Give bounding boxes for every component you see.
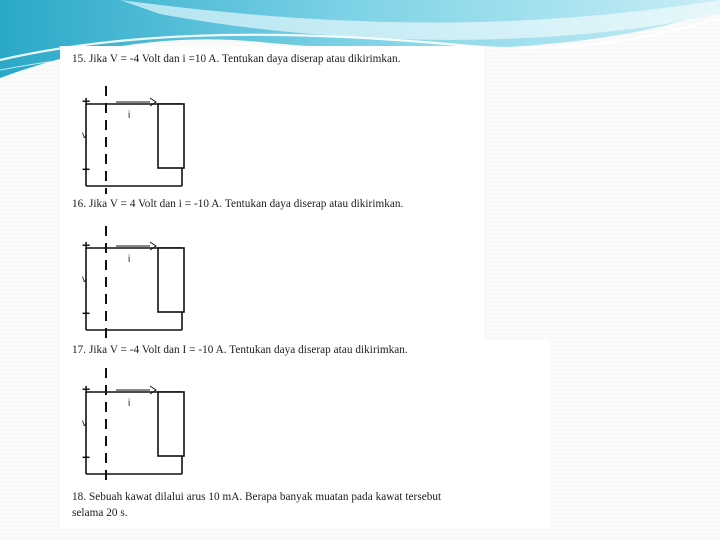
- circuit-diagram-17: [72, 364, 192, 484]
- current-label: i: [128, 110, 131, 121]
- plus-terminal: +: [82, 237, 91, 253]
- voltage-label: v: [82, 130, 87, 141]
- problem-18-text: [72, 489, 532, 521]
- problem-18-line2: selama 20 s.: [72, 507, 128, 519]
- voltage-label: v: [82, 418, 87, 429]
- problem-15-text: 15. Jika V = -4 Volt dan i =10 A. Tentukan daya diserap atau dikirimkan.: [72, 53, 401, 65]
- plus-terminal: +: [82, 381, 91, 397]
- voltage-label: v: [82, 274, 87, 285]
- problem-16-text: 16. Jika V = 4 Volt dan i = -10 A. Tentukan daya diserap atau dikirimkan.: [72, 198, 404, 210]
- minus-terminal: −: [82, 305, 91, 321]
- problem-17-text: 17. Jika V = -4 Volt dan I = -10 A. Tentukan daya diserap atau dikirimkan.: [72, 344, 408, 356]
- current-label: i: [128, 254, 131, 265]
- circuit-diagram-16: [72, 220, 192, 340]
- current-label: i: [128, 398, 131, 409]
- problem-18-line1: 18. Sebuah kawat dilalui arus 10 mA. Berapa banyak muatan pada kawat tersebut: [72, 491, 442, 503]
- plus-terminal: +: [82, 93, 91, 109]
- circuit-diagram-15: [72, 76, 192, 196]
- minus-terminal: −: [82, 449, 91, 465]
- minus-terminal: −: [82, 161, 91, 177]
